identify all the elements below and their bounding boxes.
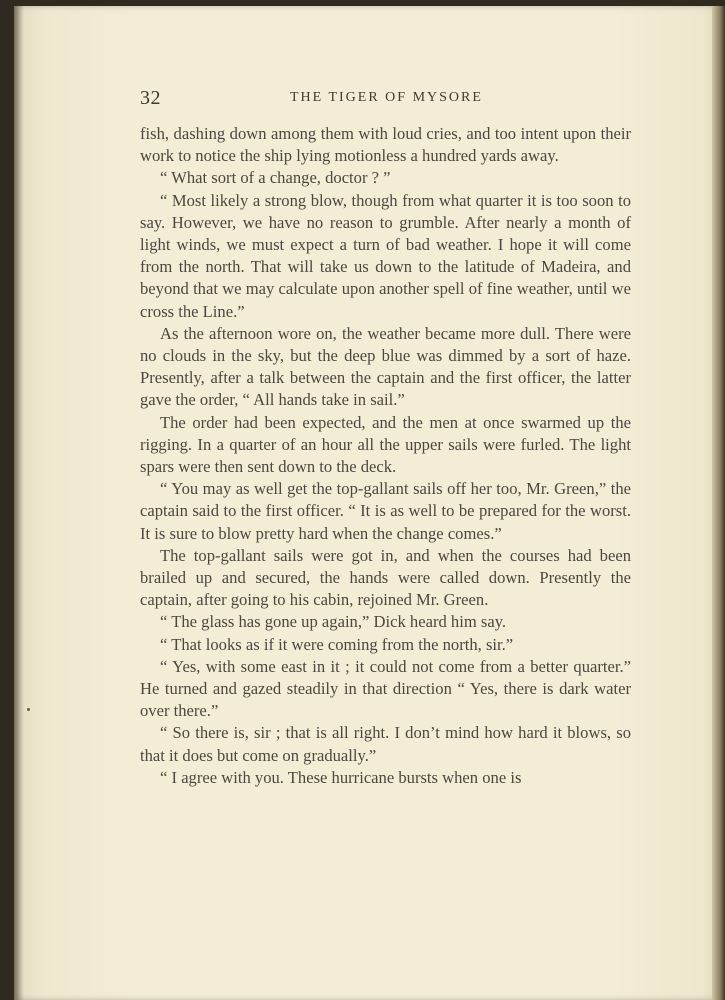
paragraph: “ I agree with you. These hurricane bursts when one is [160, 767, 522, 787]
paragraph: The order had been expected, and the men at once swarmed up the rigging. In a quarter of an hour all the upper sails were furled. The light spars were then sent down to the deck. [140, 412, 631, 477]
paragraph: As the afternoon wore on, the weather became more dull. There were no clouds in the sky, but the deep blue was dimmed by a sort of haze. Presently, after a talk between the captain and the first officer, the latter gave the order, “ All hands take in sail.” [140, 323, 631, 410]
paper-speck [27, 708, 30, 711]
paragraph: “ That looks as if it were coming from the north, sir.” [160, 634, 514, 654]
paragraph: The top-gallant sails were got in, and when the courses had been brailed up and secured, the hands were called down. Presently the captain, after going to his cabin, rejoined Mr. Green. [140, 545, 631, 610]
page-edge [712, 6, 725, 1000]
paragraph: “ What sort of a change, doctor ? ” [160, 168, 391, 188]
running-title: THE TIGER OF MYSORE [290, 90, 483, 105]
page-number: 32 [140, 87, 161, 109]
paragraph: “ Yes, with some east in it ; it could not come from a better quarter.” He turned and gazed steadily in that direction “ Yes, there is dark water over there.” [140, 656, 631, 721]
paragraph: “ Most likely a strong blow, though from what quarter it is too soon to say. However, we have no reason to grumble. After nearly a month of light winds, we must expect a turn of bad weather. I hope it will come from the north. That will take us down to the latitude of Madeira, and beyond that we may calculate upon another spell of fine weather, until we cross the Line.” [140, 190, 631, 321]
gutter-shadow [14, 6, 24, 1000]
running-header [140, 87, 640, 111]
paragraph: fish, dashing down among them with loud cries, and too intent upon their work to notice the ship lying motionless a hundred yards away. [140, 124, 631, 166]
body-text [140, 123, 631, 789]
paragraph: “ You may as well get the top-gallant sails off her too, Mr. Green,” the captain said to the first officer. “ It is as well to be prepared for the worst. It is sure to blow pretty hard when the change comes.” [140, 479, 631, 543]
paragraph: “ The glass has gone up again,” Dick heard him say. [160, 612, 507, 632]
paragraph: “ So there is, sir ; that is all right. I don’t mind how hard it blows, so that it does but come on gradually.” [140, 723, 631, 765]
